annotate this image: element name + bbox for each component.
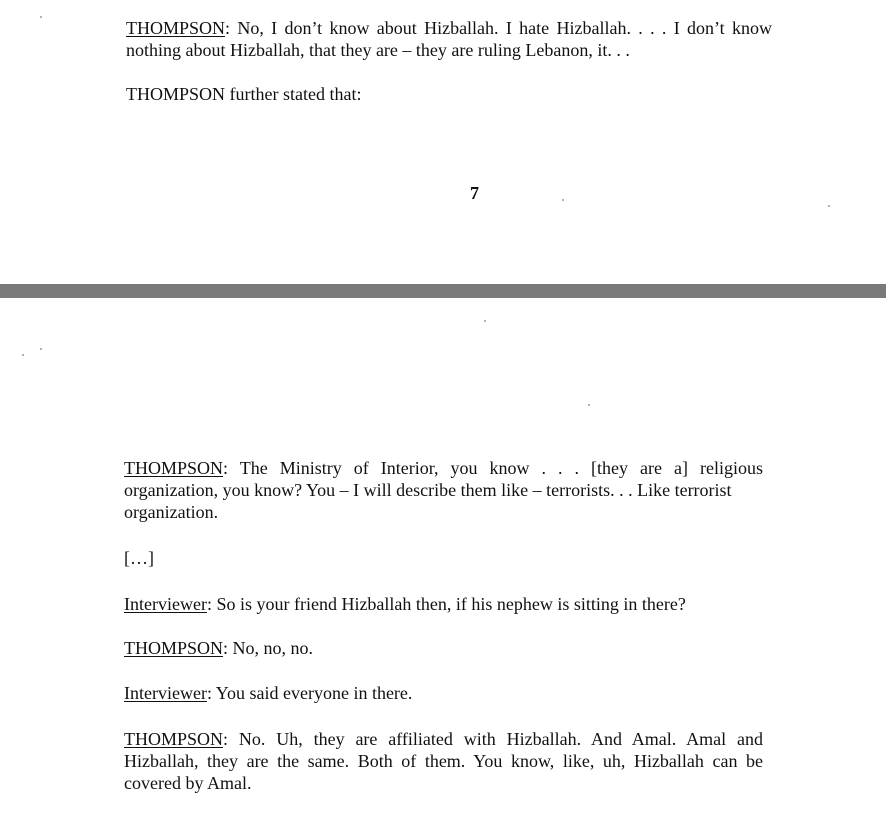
scan-speck (22, 354, 24, 356)
scan-speck (562, 199, 564, 201)
paragraph-line: Hizballah, they are the same. Both of them. You know, like, uh, Hizballah can be (124, 751, 763, 771)
dialogue-text: : You said everyone in there. (206, 683, 413, 703)
paragraph-line: organization. (124, 502, 219, 522)
scan-speck (588, 404, 590, 406)
speaker-label: Interviewer (124, 594, 207, 614)
scan-speck (484, 320, 486, 322)
document-page-top (0, 0, 886, 284)
dialogue-text: : No. Uh, they are affiliated with Hizballah. And Amal. Amal and (223, 729, 763, 749)
speaker-label: THOMPSON (124, 638, 224, 658)
narrative-paragraph: THOMPSON further stated that: (126, 84, 362, 104)
scan-speck (40, 16, 42, 18)
page-number: 7 (470, 183, 479, 203)
transcript-paragraph-thompson-2 (124, 457, 763, 523)
scan-speck (828, 205, 830, 207)
paragraph-line: organization, you know? You – I will describe them like – terrorists. . . Like terrorist (124, 480, 732, 500)
dialogue-text: : So is your friend Hizballah then, if his nephew is sitting in there? (206, 594, 686, 614)
dialogue-text: : The Ministry of Interior, you know . . . [they are a] religious (223, 458, 763, 478)
transcript-paragraph-thompson-3 (124, 637, 313, 659)
speaker-label: THOMPSON (124, 729, 224, 749)
page-divider (0, 284, 886, 298)
dialogue-text: : No, I don’t know about Hizballah. I hate Hizballah. . . . I don’t know (225, 18, 772, 38)
scan-speck (40, 348, 42, 350)
transcript-paragraph-thompson-4 (124, 728, 763, 794)
paragraph-line: covered by Amal. (124, 773, 252, 793)
transcript-paragraph-interviewer-1 (124, 593, 686, 615)
transcript-paragraph-thompson-1 (126, 17, 772, 61)
paragraph-line: nothing about Hizballah, that they are – they are ruling Lebanon, it. . . (126, 40, 630, 60)
speaker-label: THOMPSON (126, 18, 226, 38)
speaker-label: THOMPSON (124, 458, 224, 478)
paragraph-line (124, 457, 763, 479)
paragraph-line (126, 17, 772, 39)
speaker-label: Interviewer (124, 683, 207, 703)
omission-marker: […] (124, 548, 154, 568)
paragraph-line (124, 728, 763, 750)
transcript-paragraph-interviewer-2 (124, 682, 412, 704)
dialogue-text: : No, no, no. (223, 638, 314, 658)
